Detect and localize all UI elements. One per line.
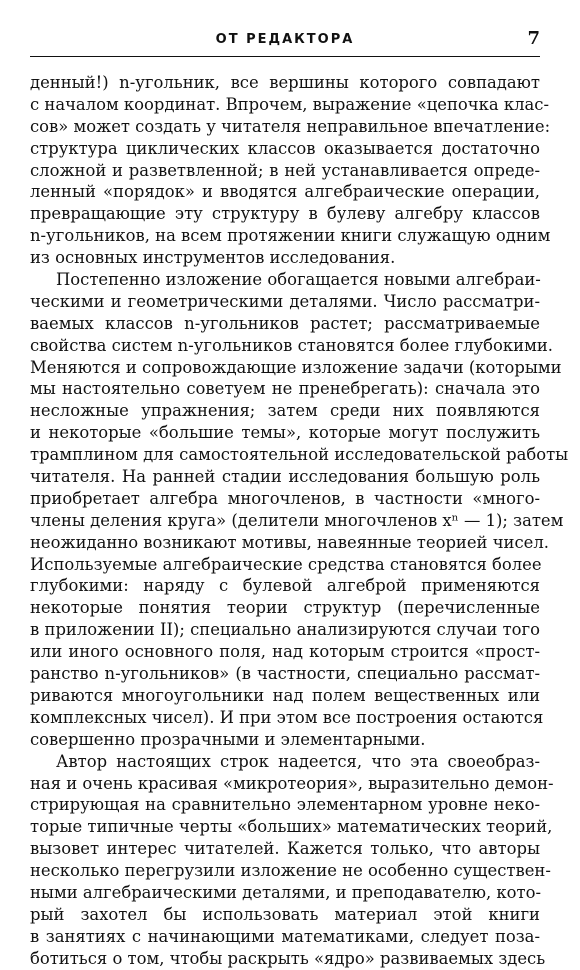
text-line: структура циклических классов оказывается достаточно xyxy=(30,138,540,158)
text-line: в занятиях с начинающими математиками, следует поза- xyxy=(30,926,540,946)
text-line: в приложении II); специально анализируются случаи того xyxy=(30,620,540,640)
text-line: Используемые алгебраические средства становятся более xyxy=(30,554,542,574)
text-line: торые типичные черты «больших» математических теорий, xyxy=(30,817,553,837)
paragraph xyxy=(30,72,551,269)
text-line: ранство n-угольников» (в частности, специально рассмат- xyxy=(30,664,540,684)
text-line: некоторые понятия теории структур (перечисленные xyxy=(30,598,540,618)
text-line: сов» может создать у читателя неправильное впечатление: xyxy=(30,116,551,136)
text-line: стрирующая на сравнительно элементарном уровне неко- xyxy=(30,795,540,815)
text-line: ваемых классов n-угольников растет; рассматриваемые xyxy=(30,313,540,333)
header-rule xyxy=(30,56,540,57)
text-line: несложные упражнения; затем среди них появляются xyxy=(30,401,540,421)
text-line: и некоторые «большие темы», которые могут послужить xyxy=(30,423,540,443)
text-line: с началом координат. Впрочем, выражение «цепочка клас- xyxy=(30,94,549,114)
text-line: несколько перегрузили изложение не особенно существен- xyxy=(30,861,551,881)
text-line: ленный «порядок» и вводятся алгебраические операции, xyxy=(30,182,540,202)
text-line: ческими и геометрическими деталями. Число рассматри- xyxy=(30,291,540,311)
text-line: денный!) n-угольник, все вершины которого совпадают xyxy=(30,73,540,92)
text-line: Постепенно изложение обогащается новыми алгебраи- xyxy=(56,270,541,290)
text-line: n-угольников, на всем протяжении книги служащую одним xyxy=(30,226,551,246)
text-line: рый захотел бы использовать материал этой книги xyxy=(30,904,540,924)
text-line: члены деления круга» (делители многочленов xⁿ — 1); затем xyxy=(30,510,564,530)
text-line: вызовет интерес читателей. Кажется только, что авторы xyxy=(30,839,540,859)
text-line: сложной и разветвленной; в ней устанавливается опреде- xyxy=(30,160,540,180)
running-head: ОТ РЕДАКТОРА xyxy=(215,32,355,47)
text-line: риваются многоугольники над полем вещественных или xyxy=(30,685,540,705)
text-line: ными алгебраическими деталями, и преподавателю, кото- xyxy=(30,882,541,902)
text-line: неожиданно возникают мотивы, навеянные теорией чисел. xyxy=(30,532,549,552)
text-line: трамплином для самостоятельной исследовательской работы xyxy=(30,445,569,465)
text-line: или иного основного поля, над которым строится «прост- xyxy=(30,642,540,662)
text-line: ная и очень красивая «микротеория», выразительно демон- xyxy=(30,773,554,793)
page-number: 7 xyxy=(527,28,540,49)
text-line: свойства систем n-угольников становятся более глубокими. xyxy=(30,335,553,355)
page-header xyxy=(30,0,540,64)
text-line: Автор настоящих строк надеется, что эта своеобраз- xyxy=(56,751,540,771)
text-line: комплексных чисел). И при этом все построения остаются xyxy=(30,707,544,727)
text-line: совершенно прозрачными и элементарными. xyxy=(30,729,426,749)
text-line: приобретает алгебра многочленов, в частности «много- xyxy=(30,488,540,508)
body-text xyxy=(30,72,569,970)
paragraph xyxy=(30,751,554,970)
text-line: глубокими: наряду с булевой алгеброй применяются xyxy=(30,576,540,596)
text-line: Меняются и сопровождающие изложение задачи (которыми xyxy=(30,357,562,377)
paragraph xyxy=(30,269,569,751)
text-line: мы настоятельно советуем не пренебрегать): сначала это xyxy=(30,379,540,399)
text-line: ботиться о том, чтобы раскрыть «ядро» развиваемых здесь xyxy=(30,948,546,968)
text-line: читателя. На ранней стадии исследования большую роль xyxy=(30,467,540,487)
text-line: из основных инструментов исследования. xyxy=(30,248,396,268)
text-line: превращающие эту структуру в булеву алгебру классов xyxy=(30,204,540,224)
